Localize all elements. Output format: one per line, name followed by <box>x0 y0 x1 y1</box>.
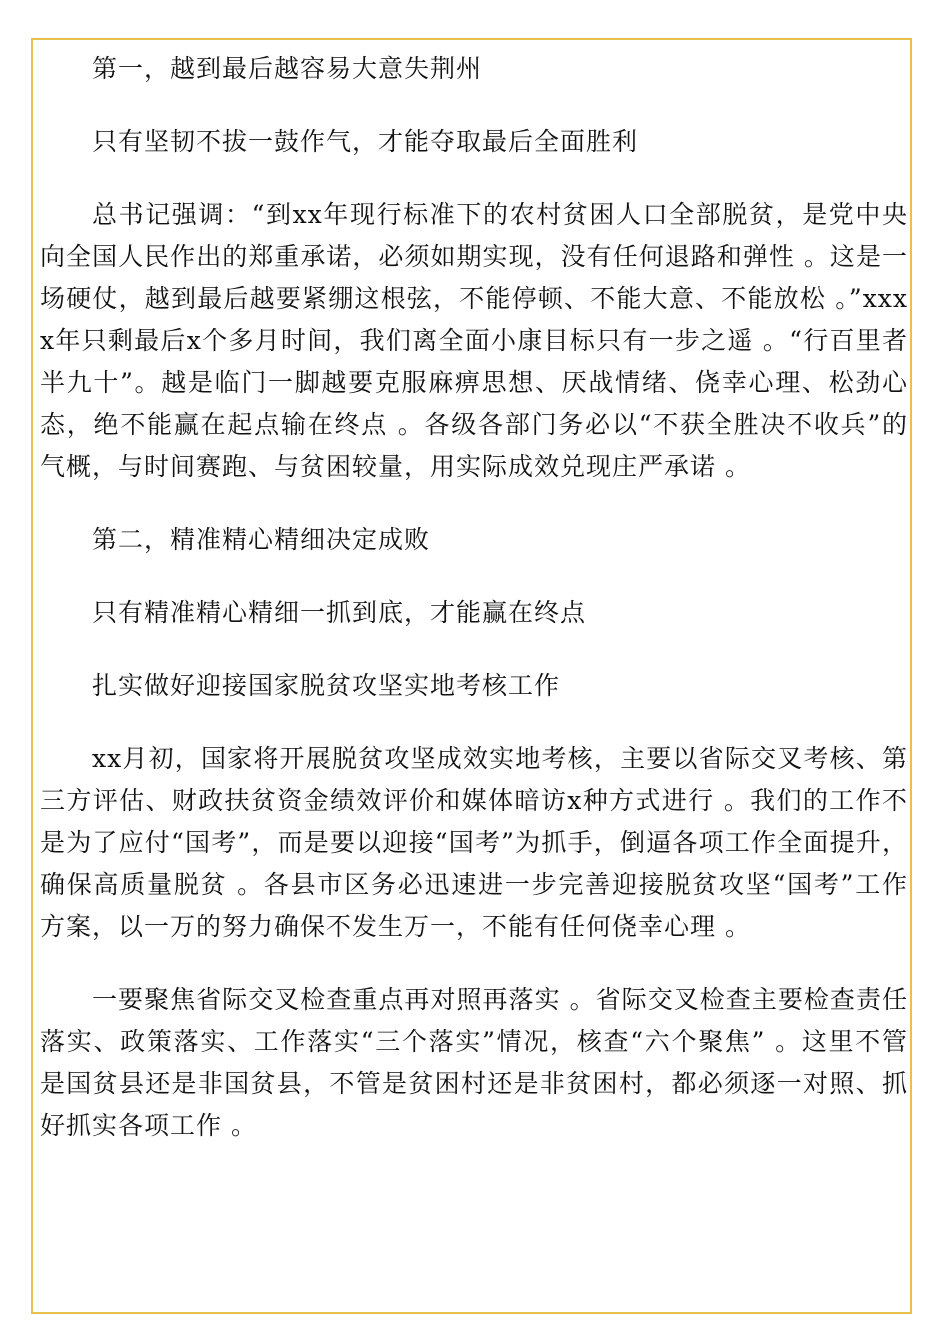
document-body <box>40 48 908 1178</box>
section-heading-1: 第一，越到最后越容易大意失荆州 <box>92 54 483 83</box>
body-paragraph-2: xx月初，国家将开展脱贫攻坚成效实地考核，主要以省际交叉考核、第三方评估、财政扶贫资金绩效评价和媒体暗访x种方式进行 。我们的工作不是为了应付“国考”，而是要以迎接“国考”为抓手，倒逼各项工作全面提升，确保高质量脱贫 。各县市区务必迅速进一步完善迎接脱贫攻坚“国考”工作方案，以一万的努力确保不发生万一，不能有任何侥幸心理 。 <box>40 744 908 941</box>
body-paragraph-3: 一要聚焦省际交叉检查重点再对照再落实 。省际交叉检查主要检查责任落实、政策落实、工作落实“三个落实”情况，核查“六个聚焦” 。这里不管是国贫县还是非国贫县，不管是贫困村还是非贫困村，都必须逐一对照、抓好抓实各项工作 。 <box>40 985 908 1140</box>
section-heading-2: 第二，精准精心精细决定成败 <box>92 525 431 554</box>
section-subheading-3: 扎实做好迎接国家脱贫攻坚实地考核工作 <box>92 671 561 700</box>
body-paragraph-1: 总书记强调：“到xx年现行标准下的农村贫困人口全部脱贫，是党中央向全国人民作出的郑重承诺，必须如期实现，没有任何退路和弹性 。这是一场硬仗，越到最后越要紧绷这根弦，不能停顿、不能大意、不能放松 。”xxxx年只剩最后x个多月时间，我们离全面小康目标只有一步之遥 。“行百里者半九十”。越是临门一脚越要克服麻痹思想、厌战情绪、侥幸心理、松劲心态，绝不能赢在起点输在终点 。各级各部门务必以“不获全胜决不收兵”的气概，与时间赛跑、与贫困较量，用实际成效兑现庄严承诺 。 <box>40 200 908 481</box>
section-subheading-2: 只有精准精心精细一抓到底，才能赢在终点 <box>92 598 587 627</box>
section-subheading-1: 只有坚韧不拔一鼓作气，才能夺取最后全面胜利 <box>92 127 639 156</box>
